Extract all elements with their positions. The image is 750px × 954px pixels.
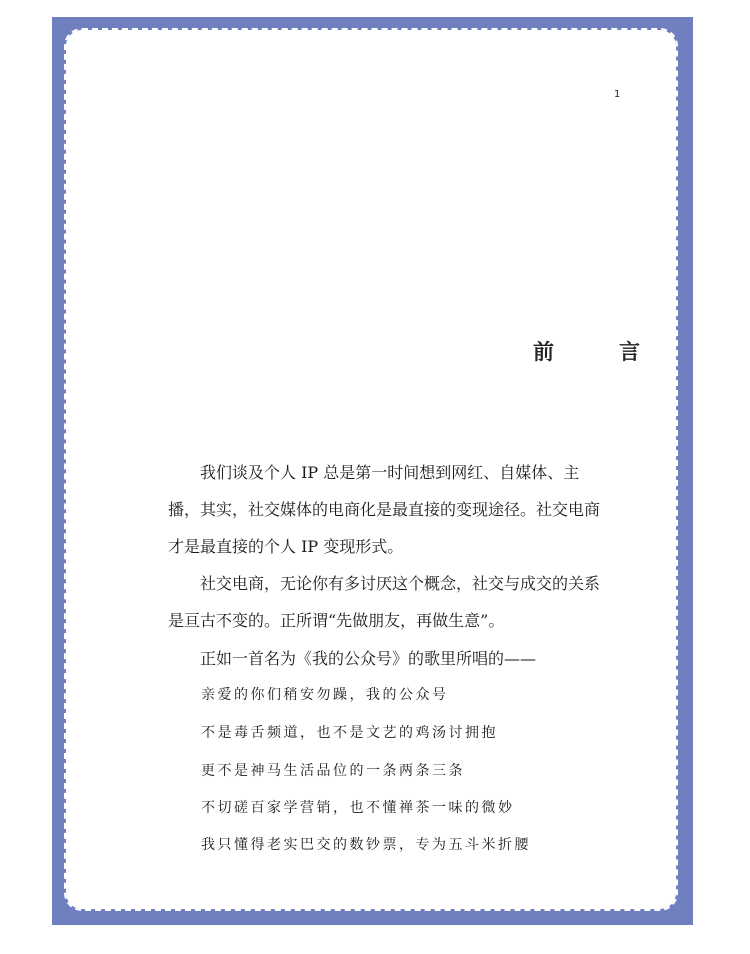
page-number: 1 (614, 89, 621, 100)
lyric-line: 我只懂得老实巴交的数钞票，专为五斗米折腰 (201, 837, 531, 853)
paragraph-social-commerce: 社交电商，无论你有多讨厌这个概念，社交与成交的关系是亘古不变的。正所谓“先做朋友，再做生意”。 (168, 574, 601, 630)
lyric-line: 不是毒舌频道，也不是文艺的鸡汤讨拥抱 (201, 725, 498, 741)
lyric-line: 亲爱的你们稍安勿躁，我的公众号 (201, 687, 449, 703)
paragraph-song-intro: 正如一首名为《我的公众号》的歌里所唱的—— (200, 649, 537, 668)
paragraph-intro: 我们谈及个人 IP 总是第一时间想到网红、自媒体、主播，其实，社交媒体的电商化是最直接的变现途径。社交电商才是最直接的个人 IP 变现形式。 (168, 463, 601, 556)
chapter-title: 前 言 (533, 339, 662, 364)
lyric-line: 不切磋百家学营销，也不懂禅茶一味的微妙 (201, 800, 515, 816)
lyric-line: 更不是神马生活品位的一条两条三条 (201, 763, 465, 779)
